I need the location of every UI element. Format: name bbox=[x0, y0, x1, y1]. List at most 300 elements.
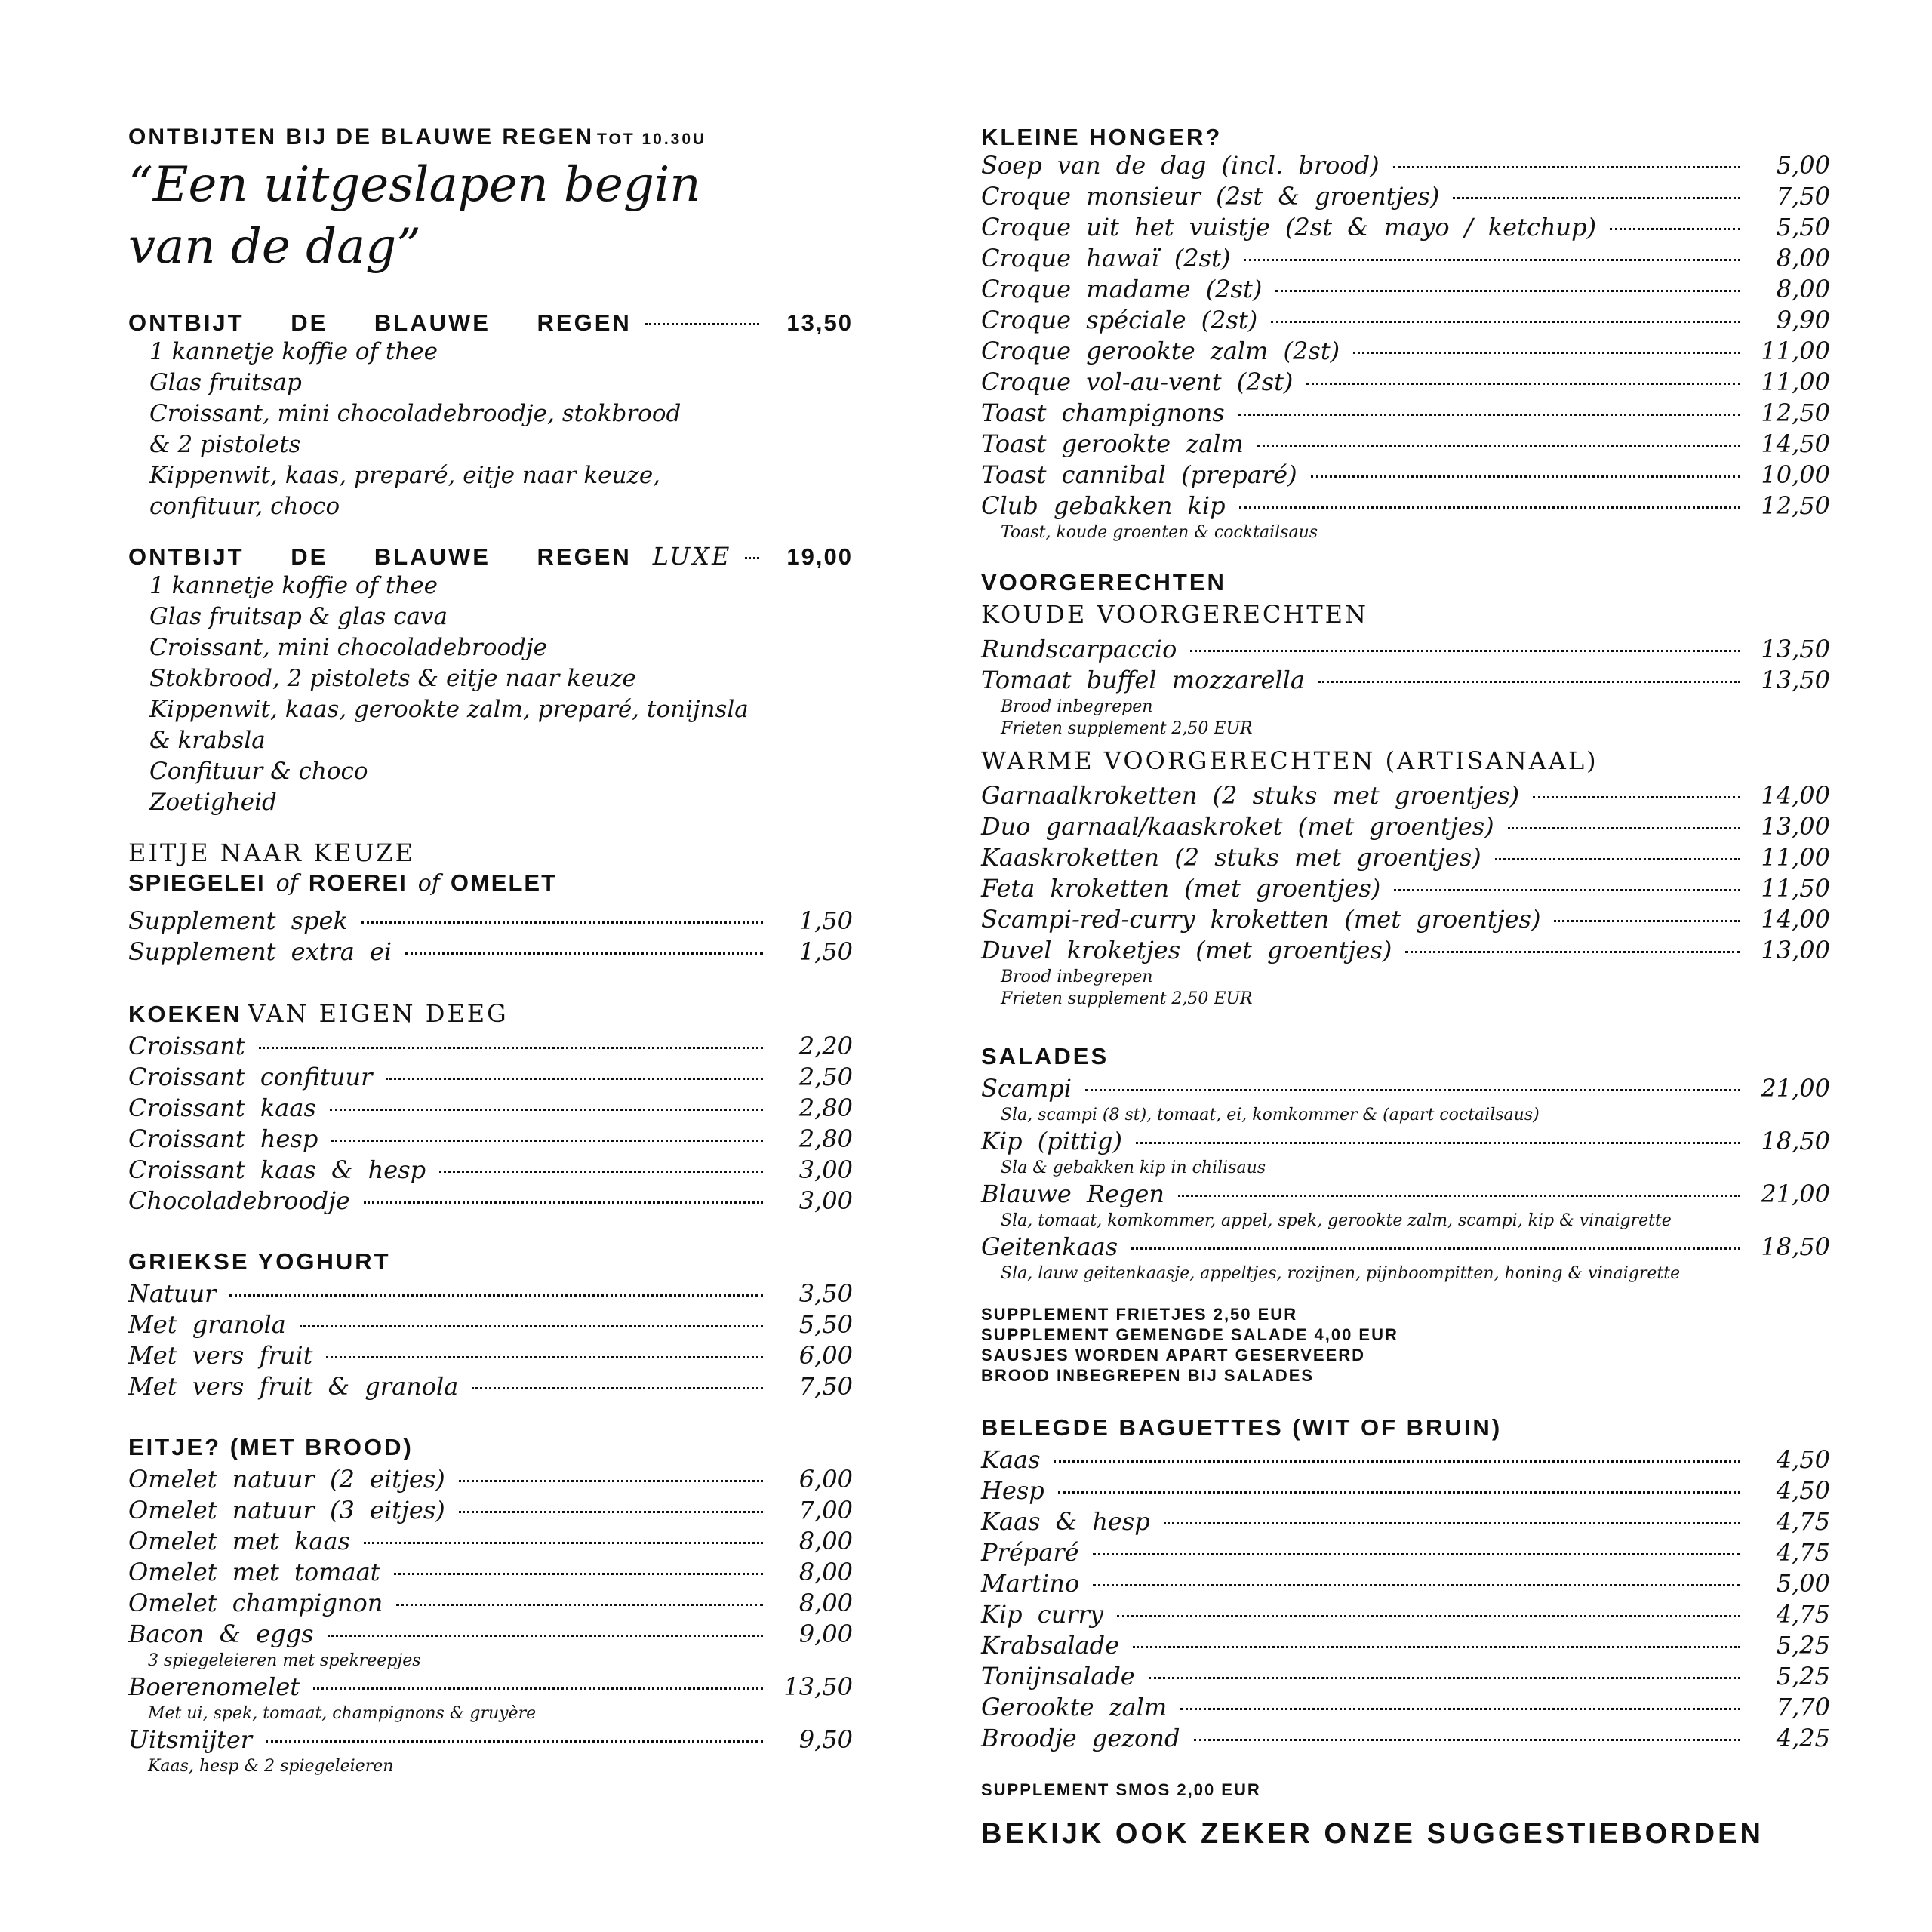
menu-item-name: Préparé bbox=[981, 1538, 1079, 1567]
menu-item-row bbox=[128, 1278, 853, 1309]
menu-item-price: 6,00 bbox=[798, 1465, 853, 1494]
menu-item-row bbox=[981, 1723, 1830, 1754]
yoghurt-list bbox=[128, 1278, 853, 1402]
menu-item-row bbox=[128, 1588, 853, 1619]
menu-item-name: Croque monsieur (2st & groentjes) bbox=[981, 182, 1440, 211]
menu-item-row bbox=[981, 150, 1830, 181]
footer-note: BEKIJK OOK ZEKER ONZE SUGGESTIEBORDEN bbox=[981, 1818, 1764, 1850]
menu-item-name: Supplement spek bbox=[128, 906, 348, 935]
menu-item-row bbox=[981, 1537, 1830, 1568]
menu-item-name: Bacon & eggs bbox=[128, 1620, 314, 1648]
ontbijt-title-row bbox=[128, 309, 853, 337]
eitjes-heading: EITJE? (MET BROOD) bbox=[128, 1434, 414, 1460]
ontbijt-line: Glas fruitsap bbox=[149, 369, 302, 396]
voorgerecht-note: Brood inbegrepen bbox=[1001, 968, 1153, 986]
menu-item-name: Boerenomelet bbox=[128, 1672, 300, 1701]
menu-item-row bbox=[128, 1724, 853, 1755]
menu-item-price: 4,75 bbox=[1776, 1507, 1830, 1536]
dot-leader bbox=[331, 1140, 763, 1142]
menu-item-name: Chocoladebroodje bbox=[128, 1186, 350, 1215]
menu-item-name: Tomaat buffel mozzarella bbox=[981, 666, 1305, 694]
menu-item-price: 18,50 bbox=[1761, 1127, 1830, 1155]
menu-item-row bbox=[128, 1186, 853, 1217]
menu-item-row bbox=[981, 811, 1830, 842]
menu-item-row bbox=[981, 1692, 1830, 1723]
menu-item-name: Kaas bbox=[981, 1445, 1041, 1474]
dot-leader bbox=[1394, 889, 1740, 891]
menu-item-price: 8,00 bbox=[1776, 275, 1830, 303]
menu-item-row bbox=[128, 1155, 853, 1186]
dot-leader bbox=[1318, 681, 1740, 683]
dot-leader bbox=[300, 1325, 763, 1327]
ontbijt-line: confituur, choco bbox=[149, 493, 340, 520]
egg-option-roerei: ROEREI bbox=[308, 869, 408, 896]
ontbijt-luxe-contents bbox=[128, 571, 853, 818]
dot-leader bbox=[1257, 445, 1740, 447]
menu-item-note: Kaas, hesp & 2 spiegeleieren bbox=[148, 1757, 394, 1776]
menu-item-price: 7,70 bbox=[1776, 1693, 1830, 1721]
menu-item-name: Omelet natuur (3 eitjes) bbox=[128, 1496, 445, 1524]
menu-item-name: Omelet met tomaat bbox=[128, 1558, 380, 1586]
dot-leader bbox=[328, 1635, 763, 1637]
menu-item-row bbox=[128, 1619, 853, 1650]
menu-item-name: Croque vol-au-vent (2st) bbox=[981, 368, 1294, 396]
menu-item-name: Croissant kaas & hesp bbox=[128, 1155, 426, 1184]
right-column bbox=[981, 125, 1830, 1850]
ontbijt-luxe-line: 1 kannetje koffie of thee bbox=[149, 572, 438, 599]
menu-item-price: 4,75 bbox=[1776, 1538, 1830, 1567]
menu-item-name: Toast champignons bbox=[981, 398, 1225, 427]
dot-leader bbox=[1058, 1491, 1740, 1494]
ontbijt-luxe-label: LUXE bbox=[652, 542, 732, 571]
menu-item-price: 2,80 bbox=[798, 1124, 853, 1153]
menu-item-row bbox=[128, 1526, 853, 1557]
menu-item-name: Gerookte zalm bbox=[981, 1693, 1168, 1721]
yoghurt-heading: GRIEKSE YOGHURT bbox=[128, 1248, 391, 1275]
baguettes-list bbox=[981, 1444, 1830, 1754]
koude-voorgerechten-list bbox=[981, 634, 1830, 696]
menu-item-name: Rundscarpaccio bbox=[981, 635, 1177, 663]
eitjes-list bbox=[128, 1464, 853, 1777]
ontbijt-luxe-title: ONTBIJT DE BLAUWE REGEN bbox=[128, 543, 632, 570]
dot-leader bbox=[1093, 1553, 1740, 1555]
menu-item-name: Hesp bbox=[981, 1476, 1044, 1505]
menu-item-name: Supplement extra ei bbox=[128, 937, 392, 966]
menu-item-name: Kip (pittig) bbox=[981, 1127, 1122, 1155]
menu-item-name: Uitsmijter bbox=[128, 1725, 253, 1754]
menu-item-row bbox=[128, 937, 853, 968]
menu-item-row bbox=[981, 336, 1830, 367]
menu-item-price: 7,50 bbox=[1776, 182, 1830, 211]
menu-item-row bbox=[981, 398, 1830, 429]
koeken-list bbox=[128, 1031, 853, 1217]
menu-item-price: 1,50 bbox=[798, 937, 853, 966]
menu-item-row bbox=[128, 1371, 853, 1402]
menu-item-name: Croissant bbox=[128, 1032, 245, 1060]
ontbijt-luxe-line: & krabsla bbox=[149, 727, 266, 754]
salades-list bbox=[981, 1073, 1830, 1284]
dot-leader bbox=[1393, 166, 1740, 168]
menu-item-row bbox=[981, 873, 1830, 904]
menu-item-name: Croque gerookte zalm (2st) bbox=[981, 337, 1340, 365]
dot-leader bbox=[1306, 383, 1740, 385]
menu-item-row bbox=[128, 1672, 853, 1703]
menu-item-price: 11,00 bbox=[1761, 843, 1830, 872]
dot-leader bbox=[1271, 321, 1740, 323]
menu-item-price: 9,50 bbox=[798, 1725, 853, 1754]
dot-leader bbox=[326, 1356, 763, 1358]
menu-item-price: 14,00 bbox=[1761, 781, 1830, 810]
menu-item-price: 21,00 bbox=[1761, 1180, 1830, 1208]
ontbijt-luxe-line: Confituur & choco bbox=[149, 758, 368, 785]
menu-item-note: Sla, tomaat, komkommer, appel, spek, gerookte zalm, scampi, kip & vinaigrette bbox=[1001, 1211, 1672, 1230]
menu-item-name: Broodje gezond bbox=[981, 1724, 1180, 1752]
menu-item-row bbox=[128, 1495, 853, 1526]
menu-item-name: Duvel kroketjes (met groentjes) bbox=[981, 936, 1392, 964]
dot-leader bbox=[645, 323, 759, 325]
breakfast-header bbox=[128, 125, 853, 154]
koude-voorgerechten-heading: KOUDE VOORGERECHTEN bbox=[981, 600, 1369, 629]
menu-item-row bbox=[981, 1630, 1830, 1661]
ontbijt-line: 1 kannetje koffie of thee bbox=[149, 338, 438, 365]
menu-item-price: 11,00 bbox=[1761, 337, 1830, 365]
voorgerechten-heading: VOORGERECHTEN bbox=[981, 569, 1226, 595]
menu-item-price: 2,50 bbox=[798, 1063, 853, 1091]
menu-item-price: 9,90 bbox=[1776, 306, 1830, 334]
menu-item-name: Croque madame (2st) bbox=[981, 275, 1263, 303]
menu-item-price: 6,00 bbox=[798, 1341, 853, 1370]
menu-item-price: 12,50 bbox=[1761, 398, 1830, 427]
salade-supplement-line: SAUSJES WORDEN APART GESERVEERD bbox=[981, 1346, 1366, 1364]
menu-item-price: 8,00 bbox=[798, 1589, 853, 1617]
dot-leader bbox=[745, 557, 759, 559]
dot-leader bbox=[439, 1171, 763, 1173]
menu-item-row bbox=[128, 1340, 853, 1371]
dot-leader bbox=[1610, 228, 1740, 230]
menu-item-price: 13,50 bbox=[1761, 635, 1830, 663]
menu-item-price: 1,50 bbox=[798, 906, 853, 935]
dot-leader bbox=[229, 1294, 763, 1297]
menu-item-row bbox=[981, 460, 1830, 491]
menu-item-row bbox=[981, 780, 1830, 811]
salades-supplements bbox=[981, 1304, 1830, 1386]
menu-item-name: Toast gerookte zalm bbox=[981, 429, 1244, 458]
menu-item-row bbox=[128, 1062, 853, 1093]
menu-item-row bbox=[981, 634, 1830, 665]
voorgerecht-note: Frieten supplement 2,50 EUR bbox=[1001, 719, 1253, 738]
menu-item-row bbox=[981, 935, 1830, 966]
dot-leader bbox=[1149, 1677, 1740, 1679]
dot-leader bbox=[1244, 259, 1740, 261]
menu-item-name: Blauwe Regen bbox=[981, 1180, 1164, 1208]
menu-item-row bbox=[981, 1599, 1830, 1630]
dot-leader bbox=[259, 1047, 763, 1049]
egg-or-1: of bbox=[275, 870, 298, 897]
menu-item-note: Sla & gebakken kip in chilisaus bbox=[1001, 1158, 1266, 1177]
dot-leader bbox=[1554, 920, 1740, 922]
ontbijt-luxe-line: Glas fruitsap & glas cava bbox=[149, 603, 448, 630]
menu-item-price: 8,00 bbox=[798, 1558, 853, 1586]
menu-item-name: Kaas & hesp bbox=[981, 1507, 1150, 1536]
menu-item-name: Met vers fruit & granola bbox=[128, 1372, 459, 1401]
menu-item-row bbox=[981, 1232, 1830, 1263]
menu-item-price: 3,00 bbox=[798, 1186, 853, 1215]
menu-item-price: 8,00 bbox=[1776, 244, 1830, 272]
eitje-block bbox=[128, 838, 853, 968]
ontbijt-luxe-line: Stokbrood, 2 pistolets & eitje naar keuze bbox=[149, 665, 636, 692]
menu-item-row bbox=[128, 1093, 853, 1124]
menu-item-row bbox=[981, 491, 1830, 521]
dot-leader bbox=[1508, 827, 1740, 829]
menu-item-price: 18,50 bbox=[1761, 1232, 1830, 1261]
dot-leader bbox=[1133, 1646, 1740, 1648]
menu-item-row bbox=[981, 1568, 1830, 1599]
menu-item-price: 5,25 bbox=[1776, 1631, 1830, 1660]
dot-leader bbox=[394, 1573, 763, 1575]
menu-item-row bbox=[981, 212, 1830, 243]
left-column bbox=[128, 125, 853, 1777]
dot-leader bbox=[1117, 1615, 1740, 1617]
dot-leader bbox=[1164, 1522, 1740, 1524]
menu-item-name: Toast cannibal (preparé) bbox=[981, 460, 1297, 489]
menu-item-name: Croissant kaas bbox=[128, 1094, 316, 1122]
egg-option-spiegelei: SPIEGELEI bbox=[128, 869, 266, 896]
dot-leader bbox=[1136, 1142, 1740, 1144]
breakfast-header-title: ONTBIJTEN BIJ DE BLAUWE REGEN bbox=[128, 125, 595, 149]
dot-leader bbox=[1178, 1195, 1740, 1197]
menu-item-price: 14,00 bbox=[1761, 905, 1830, 934]
smos-supplement: SUPPLEMENT SMOS 2,00 EUR bbox=[981, 1780, 1261, 1799]
eitje-supplements bbox=[128, 906, 853, 968]
menu-item-name: Feta kroketten (met groentjes) bbox=[981, 874, 1381, 903]
menu-item-name: Scampi bbox=[981, 1074, 1072, 1103]
menu-item-row bbox=[981, 842, 1830, 873]
menu-item-name: Natuur bbox=[128, 1279, 217, 1308]
menu-item-name: Kip curry bbox=[981, 1600, 1103, 1629]
menu-item-price: 11,00 bbox=[1761, 368, 1830, 396]
koeken-title-bold: KOEKEN bbox=[128, 1001, 242, 1027]
dot-leader bbox=[330, 1109, 763, 1111]
menu-item-name: Soep van de dag (incl. brood) bbox=[981, 151, 1380, 180]
dot-leader bbox=[472, 1387, 763, 1389]
dot-leader bbox=[1495, 858, 1740, 860]
menu-item-price: 13,50 bbox=[1761, 666, 1830, 694]
ontbijt-luxe-title-row bbox=[128, 542, 853, 571]
koeken-heading bbox=[128, 999, 853, 1028]
warme-notes bbox=[981, 966, 1830, 1010]
koeken-title-rest: VAN EIGEN DEEG bbox=[248, 999, 509, 1028]
ontbijt-luxe-line: Zoetigheid bbox=[149, 789, 277, 816]
menu-item-note: Sla, scampi (8 st), tomaat, ei, komkommer & (apart coctailsaus) bbox=[1001, 1106, 1540, 1124]
menu-item-price: 5,50 bbox=[1776, 213, 1830, 242]
dot-leader bbox=[1190, 650, 1740, 652]
menu-item-name: Omelet natuur (2 eitjes) bbox=[128, 1465, 445, 1494]
koude-notes bbox=[981, 696, 1830, 740]
menu-item-price: 12,50 bbox=[1761, 491, 1830, 520]
menu-item-row bbox=[981, 274, 1830, 305]
menu-item-row bbox=[128, 1557, 853, 1588]
eitje-heading: EITJE NAAR KEUZE bbox=[128, 838, 416, 867]
ontbijt-contents bbox=[128, 337, 853, 522]
dot-leader bbox=[405, 952, 763, 955]
baguettes-heading: BELEGDE BAGUETTES (WIT OF BRUIN) bbox=[981, 1414, 1503, 1441]
ontbijt-luxe-block bbox=[128, 542, 853, 818]
dot-leader bbox=[1194, 1739, 1741, 1741]
kleine-honger-heading: KLEINE HONGER? bbox=[981, 124, 1223, 150]
menu-item-row bbox=[128, 1309, 853, 1340]
dot-leader bbox=[1239, 506, 1740, 509]
menu-item-price: 5,00 bbox=[1776, 151, 1830, 180]
menu-item-name: Croissant confituur bbox=[128, 1063, 373, 1091]
menu-item-price: 4,50 bbox=[1776, 1445, 1830, 1474]
menu-item-row bbox=[981, 181, 1830, 212]
menu-item-price: 4,75 bbox=[1776, 1600, 1830, 1629]
menu-item-name: Krabsalade bbox=[981, 1631, 1119, 1660]
ontbijt-line: Croissant, mini chocoladebroodje, stokbrood bbox=[149, 400, 681, 427]
dot-leader bbox=[1054, 1460, 1740, 1463]
egg-option-omelet: OMELET bbox=[450, 869, 558, 896]
menu-item-price: 13,00 bbox=[1761, 936, 1830, 964]
menu-item-name: Duo garnaal/kaaskroket (met groentjes) bbox=[981, 812, 1494, 841]
menu-item-price: 10,00 bbox=[1761, 460, 1830, 489]
ontbijt-line: & 2 pistolets bbox=[149, 431, 301, 458]
menu-item-row bbox=[981, 1444, 1830, 1475]
menu-item-row bbox=[981, 665, 1830, 696]
menu-item-price: 5,50 bbox=[798, 1310, 853, 1339]
menu-item-price: 4,50 bbox=[1776, 1476, 1830, 1505]
menu-item-price: 3,00 bbox=[798, 1155, 853, 1184]
menu-item-price: 9,00 bbox=[798, 1620, 853, 1648]
menu-item-name: Croque uit het vuistje (2st & mayo / ketchup) bbox=[981, 213, 1597, 242]
egg-or-2: of bbox=[417, 870, 440, 897]
salade-supplement-line: SUPPLEMENT FRIETJES 2,50 EUR bbox=[981, 1305, 1298, 1324]
menu-item-row bbox=[128, 1464, 853, 1495]
salades-heading: SALADES bbox=[981, 1043, 1109, 1069]
menu-item-price: 14,50 bbox=[1761, 429, 1830, 458]
menu-item-price: 2,20 bbox=[798, 1032, 853, 1060]
menu-item-price: 13,00 bbox=[1761, 812, 1830, 841]
dot-leader bbox=[1275, 290, 1740, 292]
dot-leader bbox=[1093, 1584, 1740, 1586]
menu-item-price: 21,00 bbox=[1761, 1074, 1830, 1103]
dot-leader bbox=[1085, 1089, 1740, 1091]
menu-item-price: 13,50 bbox=[783, 1672, 853, 1701]
menu-item-name: Garnaalkroketten (2 stuks met groentjes) bbox=[981, 781, 1520, 810]
menu-item-price: 5,00 bbox=[1776, 1569, 1830, 1598]
warme-voorgerechten-heading: WARME VOORGERECHTEN (ARTISANAAL) bbox=[981, 746, 1598, 775]
menu-item-row bbox=[981, 429, 1830, 460]
dot-leader bbox=[364, 1201, 763, 1204]
menu-item-price: 11,50 bbox=[1761, 874, 1830, 903]
menu-item-price: 2,80 bbox=[798, 1094, 853, 1122]
breakfast-header-time: TOT 10.30U bbox=[597, 131, 707, 148]
dot-leader bbox=[1353, 352, 1740, 354]
menu-item-row bbox=[981, 305, 1830, 336]
menu-item-row bbox=[981, 1506, 1830, 1537]
ontbijt-price: 13,50 bbox=[786, 309, 853, 336]
menu-item-name: Omelet champignon bbox=[128, 1589, 383, 1617]
menu-item-row bbox=[981, 1661, 1830, 1692]
dot-leader bbox=[1533, 796, 1740, 798]
menu-item-name: Met granola bbox=[128, 1310, 286, 1339]
menu-item-row bbox=[981, 1073, 1830, 1104]
menu-item-row bbox=[128, 1031, 853, 1062]
dot-leader bbox=[1453, 197, 1740, 199]
dot-leader bbox=[266, 1740, 763, 1743]
menu-item-row bbox=[981, 243, 1830, 274]
menu-item-price: 4,25 bbox=[1776, 1724, 1830, 1752]
menu-item-name: Croissant hesp bbox=[128, 1124, 318, 1153]
tagline-line-1: “Een uitgeslapen begin bbox=[128, 157, 701, 213]
menu-item-price: 7,50 bbox=[798, 1372, 853, 1401]
ontbijt-luxe-line: Kippenwit, kaas, gerookte zalm, preparé, tonijnsla bbox=[149, 696, 749, 723]
salade-supplement-line: SUPPLEMENT GEMENGDE SALADE 4,00 EUR bbox=[981, 1325, 1398, 1344]
tagline bbox=[128, 154, 853, 278]
menu-item-price: 8,00 bbox=[798, 1527, 853, 1555]
ontbijt-luxe-price: 19,00 bbox=[786, 543, 853, 570]
menu-item-price: 5,25 bbox=[1776, 1662, 1830, 1690]
menu-item-row bbox=[981, 1475, 1830, 1506]
menu-item-row bbox=[128, 1124, 853, 1155]
menu-item-name: Met vers fruit bbox=[128, 1341, 313, 1370]
dot-leader bbox=[396, 1604, 763, 1606]
menu-item-note: Sla, lauw geitenkaasje, appeltjes, rozijnen, pijnboompitten, honing & vinaigrette bbox=[1001, 1264, 1681, 1283]
tagline-line-2: van de dag” bbox=[128, 219, 421, 275]
dot-leader bbox=[1238, 414, 1740, 416]
dot-leader bbox=[386, 1078, 763, 1080]
dot-leader bbox=[1405, 951, 1740, 953]
menu-item-name: Croque hawaï (2st) bbox=[981, 244, 1231, 272]
voorgerecht-note: Frieten supplement 2,50 EUR bbox=[1001, 989, 1253, 1008]
menu-item-name: Tonijnsalade bbox=[981, 1662, 1135, 1690]
menu-item-name: Geitenkaas bbox=[981, 1232, 1118, 1261]
menu-item-name: Croque spéciale (2st) bbox=[981, 306, 1258, 334]
ontbijt-title: ONTBIJT DE BLAUWE REGEN bbox=[128, 309, 632, 336]
menu-item-note: 3 spiegeleieren met spekreepjes bbox=[148, 1651, 421, 1670]
menu-item-name: Martino bbox=[981, 1569, 1080, 1598]
menu-item-row bbox=[981, 367, 1830, 398]
menu-item-price: 3,50 bbox=[798, 1279, 853, 1308]
ontbijt-line: Kippenwit, kaas, preparé, eitje naar keuze, bbox=[149, 462, 661, 489]
menu-item-row bbox=[128, 906, 853, 937]
salade-supplement-line: BROOD INBEGREPEN BIJ SALADES bbox=[981, 1366, 1315, 1385]
dot-leader bbox=[313, 1687, 763, 1690]
menu-item-note: Met ui, spek, tomaat, champignons & gruyère bbox=[148, 1704, 537, 1723]
menu-item-row bbox=[981, 1126, 1830, 1157]
voorgerecht-note: Brood inbegrepen bbox=[1001, 697, 1153, 716]
ontbijt-block bbox=[128, 309, 853, 522]
warme-voorgerechten-list bbox=[981, 780, 1830, 966]
dot-leader bbox=[364, 1542, 763, 1544]
menu-item-row bbox=[981, 1179, 1830, 1210]
menu-item-name: Scampi-red-curry kroketten (met groentjes) bbox=[981, 905, 1541, 934]
kleine-honger-list bbox=[981, 150, 1830, 543]
dot-leader bbox=[1180, 1708, 1740, 1710]
menu-item-price: 7,00 bbox=[798, 1496, 853, 1524]
dot-leader bbox=[459, 1511, 763, 1513]
menu-item-name: Kaaskroketten (2 stuks met groentjes) bbox=[981, 843, 1481, 872]
egg-options bbox=[128, 868, 853, 903]
dot-leader bbox=[1131, 1247, 1740, 1250]
dot-leader bbox=[1311, 475, 1740, 478]
dot-leader bbox=[361, 921, 763, 924]
menu-item-name: Club gebakken kip bbox=[981, 491, 1226, 520]
dot-leader bbox=[459, 1480, 763, 1482]
menu-item-name: Omelet met kaas bbox=[128, 1527, 350, 1555]
ontbijt-luxe-line: Croissant, mini chocoladebroodje bbox=[149, 634, 547, 661]
menu-item-note: Toast, koude groenten & cocktailsaus bbox=[1001, 523, 1318, 542]
menu-item-row bbox=[981, 904, 1830, 935]
